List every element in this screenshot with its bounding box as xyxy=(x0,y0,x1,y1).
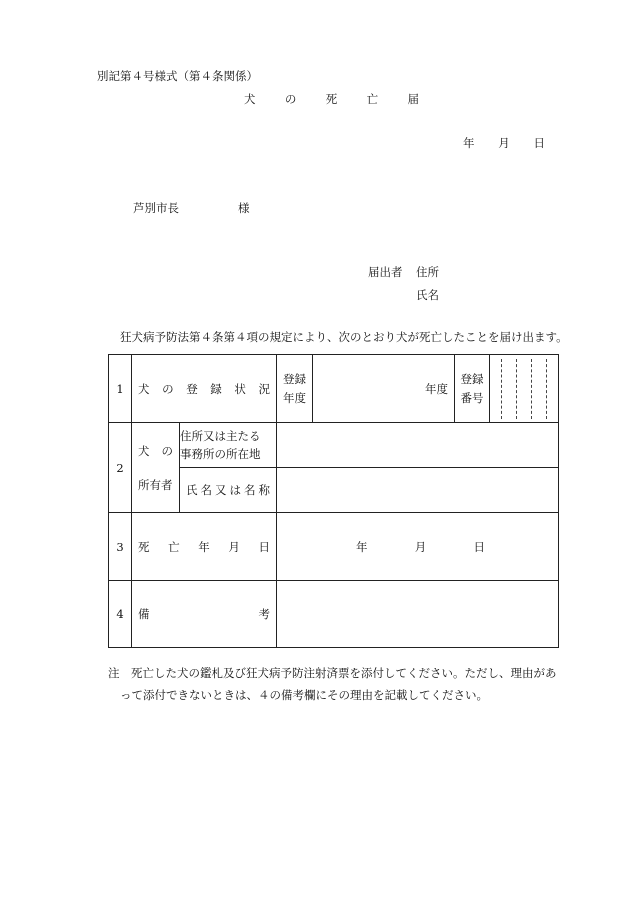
registration-number-field[interactable] xyxy=(490,355,559,423)
row-registration xyxy=(109,355,559,423)
row-number: 1 xyxy=(109,355,132,423)
owner-address-field[interactable] xyxy=(277,423,559,468)
registration-number-label: 登録 番号 xyxy=(455,355,490,423)
row-number: 3 xyxy=(109,513,132,581)
statement-text: 狂犬病予防法第４条第４項の規定により、次のとおり犬が死亡したことを届け出ます。 xyxy=(120,330,568,344)
document-title: 犬 の 死 亡 届 xyxy=(244,92,419,106)
row-death-date xyxy=(109,513,559,581)
note-line-1: 注 死亡した犬の鑑札及び狂犬病予防注射済票を添付してください。ただし、理由があ xyxy=(108,666,557,680)
row-owner-address xyxy=(109,423,559,468)
registration-status-label: 犬 の 登 録 状 況 xyxy=(132,355,277,423)
form-reference: 別記第４号様式（第４条関係） xyxy=(97,69,258,83)
notification-table xyxy=(108,354,559,648)
note-line-2: って添付できないときは、４の備考欄にその理由を記載してください。 xyxy=(120,688,488,702)
registration-year-label: 登録 年度 xyxy=(277,355,313,423)
row-number: 4 xyxy=(109,581,132,648)
notifier-name-label: 氏名 xyxy=(416,288,439,302)
owner-label: 犬 の 所有者 xyxy=(132,423,180,513)
owner-name-label: 氏 名 又 は 名 称 xyxy=(180,468,277,513)
addressee-honorific: 様 xyxy=(238,201,250,215)
death-date-field[interactable]: 年 月 日 xyxy=(277,513,559,581)
submission-date: 年 月 日 xyxy=(463,136,545,150)
row-remarks xyxy=(109,581,559,648)
death-date-label: 死 亡 年 月 日 xyxy=(132,513,277,581)
remarks-field[interactable] xyxy=(277,581,559,648)
owner-name-field[interactable] xyxy=(277,468,559,513)
notifier-label: 届出者 xyxy=(368,265,403,279)
registration-year-field[interactable]: 年度 xyxy=(313,355,455,423)
row-number: 2 xyxy=(109,423,132,513)
owner-address-label: 住所又は主たる 事務所の所在地 xyxy=(180,423,277,468)
addressee-name: 芦別市長 xyxy=(133,201,179,215)
remarks-label: 備 考 xyxy=(132,581,277,648)
digit-boxes xyxy=(490,357,558,421)
notifier-address-label: 住所 xyxy=(416,265,439,279)
